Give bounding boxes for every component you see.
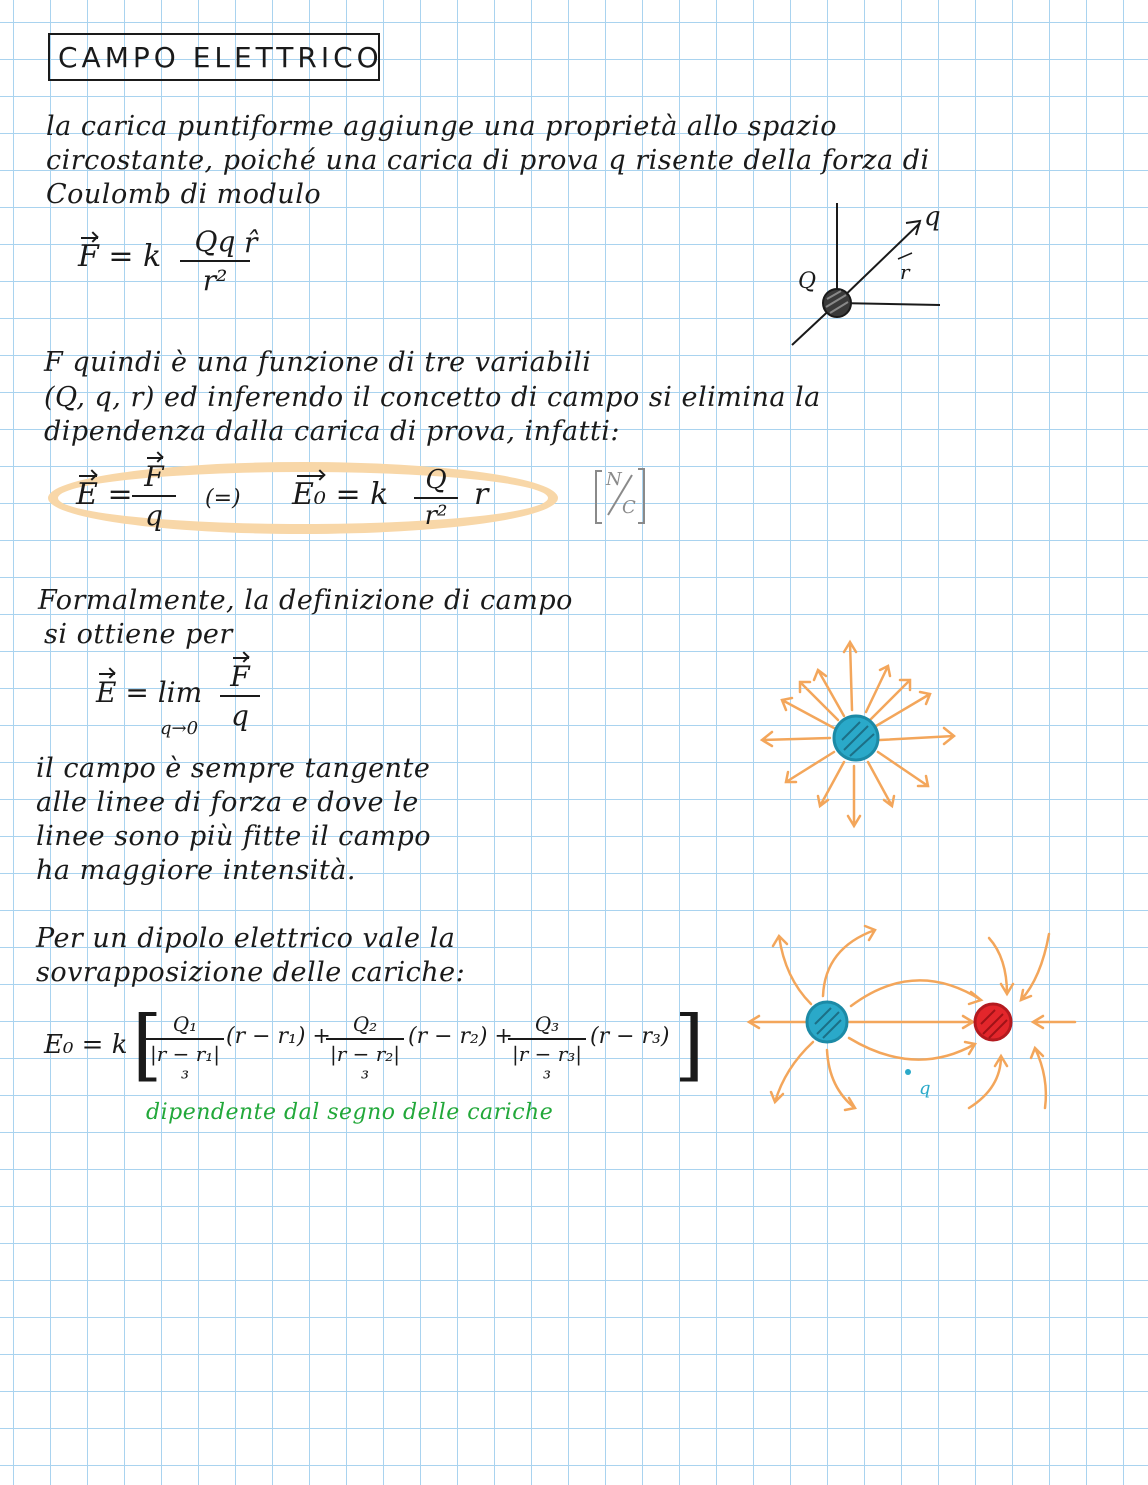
superposition-term-1-denominator: |r − r₁|³ [149, 1042, 221, 1090]
field-fraction [132, 460, 176, 532]
superposition-right-bracket: ] [674, 1000, 705, 1090]
para2-line-2: (Q, q, r) ed inferendo il concetto di campo si elimina la [44, 382, 821, 413]
test-charge-label: q [924, 202, 941, 232]
coulomb-numerator: Qq [180, 225, 250, 262]
position-vector-label-arrow [898, 253, 912, 259]
iff-symbol: (=) [205, 486, 241, 511]
para5-line-2: sovrapposizione delle cariche: [36, 957, 466, 988]
field-fraction-numerator: F [144, 460, 164, 493]
limit-equals: = lim [125, 676, 203, 709]
field-unit [592, 465, 648, 527]
dipole-test-charge [905, 1069, 911, 1075]
limit-numerator: F [230, 660, 250, 693]
charge-axes-diagram [780, 195, 960, 355]
limit-definition-lhs [96, 676, 202, 710]
coulomb-unit-vector: r̂ [244, 226, 258, 259]
superposition-term-3-vector: (r − r₃) [590, 1024, 670, 1049]
para2-line-1: F quindi è una funzione di tre variabili [44, 347, 592, 378]
coulomb-fraction [180, 225, 250, 297]
para4-line-3: linee sono più fitte il campo [36, 821, 432, 852]
coulomb-formula [78, 240, 161, 274]
x-axis [837, 303, 940, 305]
dipole-field-lines [749, 926, 1075, 1110]
field-e0-fraction [414, 465, 458, 531]
field-e0-equals: = k [335, 477, 389, 512]
field-fraction-denominator: q [145, 499, 163, 532]
unit-numerator: N [606, 469, 622, 490]
superposition-term-3-denominator: |r − r₃|³ [511, 1042, 583, 1090]
sign-dependence-note: dipendente dal segno delle cariche [146, 1100, 554, 1125]
limit-denominator: q [231, 699, 249, 732]
superposition-term-1-vector: (r − r₁) + [226, 1024, 331, 1049]
superposition-term-3-fraction [508, 1012, 586, 1090]
field-definition-lhs [76, 478, 133, 512]
limit-subscript: q→0 [160, 718, 199, 739]
coulomb-denominator: r² [202, 264, 228, 297]
para5-line-1: Per un dipolo elettrico vale la [36, 923, 456, 954]
superposition-left-bracket: [ [132, 1000, 163, 1090]
coulomb-equals: = k [108, 239, 162, 274]
coulomb-force-symbol: F [78, 239, 99, 274]
field-e0-lhs [292, 478, 388, 512]
radial-field-diagram [750, 630, 970, 840]
dipole-test-charge-label: q [919, 1078, 931, 1099]
superposition-term-2-vector: (r − r₂) + [408, 1024, 513, 1049]
para3-line-1: Formalmente, la definizione di campo [38, 585, 573, 616]
field-e0-denominator: r² [424, 501, 448, 531]
position-vector-arrowhead [906, 221, 920, 235]
intro-line-3: Coulomb di modulo [46, 179, 322, 210]
superposition-lhs: E₀ = k [44, 1030, 128, 1060]
page-title: CAMPO ELETTRICO [58, 41, 383, 74]
field-equals: = [107, 477, 133, 512]
unit-denominator: C [622, 497, 636, 518]
para2-line-3: dipendenza dalla carica di prova, infatti: [44, 416, 621, 447]
para3-line-2: si ottiene per [44, 619, 233, 650]
superposition-term-1-numerator: Q₁ [146, 1012, 224, 1040]
intro-line-1: la carica puntiforme aggiunge una proprietà allo spazio [46, 111, 837, 142]
para4-line-4: ha maggiore intensità. [36, 855, 356, 886]
field-e0-numerator: Q [414, 465, 458, 499]
dipole-field-diagram [745, 918, 1085, 1118]
field-e0-symbol: E₀ [292, 477, 326, 512]
position-vector-label: r [900, 260, 910, 284]
source-charge-label: Q [798, 269, 817, 294]
superposition-term-2-denominator: |r − r₂|³ [329, 1042, 401, 1090]
field-e0-r: r [474, 477, 489, 512]
para4-line-1: il campo è sempre tangente [36, 753, 431, 784]
limit-field-symbol: E [96, 676, 117, 709]
para4-line-2: alle linee di forza e dove le [36, 787, 419, 818]
superposition-term-1-fraction [146, 1012, 224, 1090]
limit-fraction [220, 660, 260, 732]
superposition-term-3-numerator: Q₃ [508, 1012, 586, 1040]
superposition-term-2-numerator: Q₂ [326, 1012, 404, 1040]
superposition-term-2-fraction [326, 1012, 404, 1090]
intro-line-2: circostante, poiché una carica di prova q risente della forza di [46, 145, 930, 176]
field-symbol: E [76, 477, 98, 512]
dipole-positive-charge [807, 1002, 847, 1042]
